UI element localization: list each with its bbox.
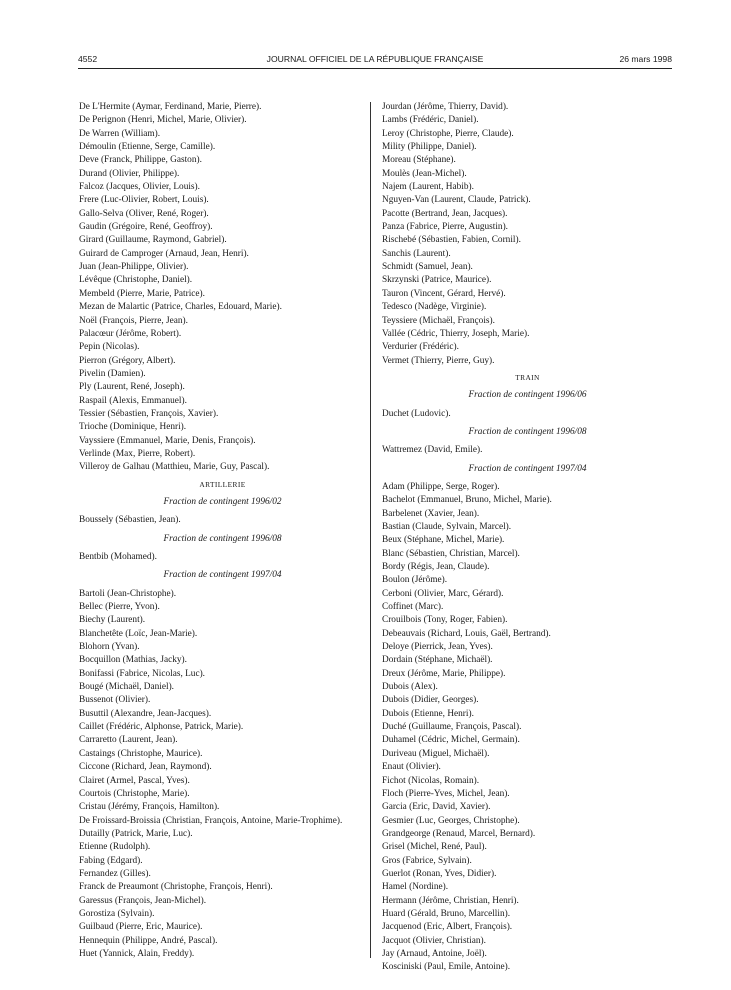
name-entry: Mezan de Malartic (Patrice, Charles, Edouard, Marie). xyxy=(79,302,282,313)
name-entry: Girard (Guillaume, Raymond, Gabriel). xyxy=(79,235,227,246)
name-entry: Teyssiere (Michaël, François). xyxy=(382,315,495,326)
name-entry: Jacquenod (Eric, Albert, François). xyxy=(382,922,513,933)
journal-title: JOURNAL OFFICIEL DE LA RÉPUBLIQUE FRANÇAISE xyxy=(266,54,484,64)
name-entry: Guirard de Camproger (Arnaud, Jean, Henri). xyxy=(79,248,249,259)
name-entry: Lambs (Frédéric, Daniel). xyxy=(382,115,479,126)
name-entry: Leroy (Christophe, Pierre, Claude). xyxy=(382,128,514,139)
name-entry: Tessier (Sébastien, François, Xavier). xyxy=(79,408,219,419)
name-entry: De Warren (William). xyxy=(79,128,161,139)
name-entry: Bougé (Michaël, Daniel). xyxy=(79,682,175,693)
name-entry: Bocquillon (Mathias, Jacky). xyxy=(79,655,187,666)
name-entry: De L'Hermite (Aymar, Ferdinand, Marie, Pierre). xyxy=(79,102,262,112)
name-entry: Barbelenet (Xavier, Jean). xyxy=(382,508,480,519)
name-entry: Tauron (Vincent, Gérard, Hervé). xyxy=(382,288,506,299)
name-entry: Panza (Fabrice, Pierre, Augustin). xyxy=(382,222,508,233)
name-entry: Bartoli (Jean-Christophe). xyxy=(79,588,177,599)
name-entry: Hermann (Jérôme, Christian, Henri). xyxy=(382,895,519,906)
name-entry: Bastian (Claude, Sylvain, Marcel). xyxy=(382,521,512,532)
name-entry: Coffinet (Marc). xyxy=(382,602,444,613)
name-entry: Carraretto (Laurent, Jean). xyxy=(79,735,178,746)
fraction-heading: Fraction de contingent 1996/08 xyxy=(468,426,587,437)
name-entry: Mility (Philippe, Daniel). xyxy=(382,142,477,153)
name-entry: Gallo-Selva (Oliver, René, Roger). xyxy=(79,208,209,219)
name-entry: Adam (Philippe, Serge, Roger). xyxy=(382,481,500,492)
name-entry: Jacquot (Olivier, Christian). xyxy=(382,935,486,946)
name-entry: Dubois (Alex). xyxy=(382,682,438,693)
name-entry: Dutailly (Patrick, Marie, Luc). xyxy=(79,828,193,839)
name-entry: Boussely (Sébastien, Jean). xyxy=(79,515,181,526)
column-separator xyxy=(370,102,371,958)
name-entry: Blanc (Sébastien, Christian, Marcel). xyxy=(382,548,520,559)
name-entry: Dreux (Jérôme, Marie, Philippe). xyxy=(382,668,506,679)
name-list xyxy=(382,408,673,421)
name-entry: Démoulin (Etienne, Serge, Camille). xyxy=(79,142,216,153)
name-entry: Duriveau (Miguel, Michaël). xyxy=(382,748,490,759)
name-list xyxy=(382,444,673,457)
name-entry: Raspail (Alexis, Emmanuel). xyxy=(79,395,187,406)
name-entry: Floch (Pierre-Yves, Michel, Jean). xyxy=(382,788,510,799)
header-rule xyxy=(78,68,672,69)
name-list xyxy=(79,101,366,475)
right-column xyxy=(382,101,673,975)
name-entry: Frere (Luc-Olivier, Robert, Louis). xyxy=(79,195,209,206)
name-entry: Pepin (Nicolas). xyxy=(79,342,140,353)
name-entry: Nguyen-Van (Laurent, Claude, Patrick). xyxy=(382,195,531,206)
name-entry: Dordain (Stéphane, Michaël). xyxy=(382,655,493,666)
name-entry: Gorostiza (Sylvain). xyxy=(79,908,155,919)
name-entry: Blohorn (Yvan). xyxy=(79,642,140,653)
name-entry: Vallée (Cédric, Thierry, Joseph, Marie). xyxy=(382,328,530,339)
name-entry: Crouilbois (Tony, Roger, Fabien). xyxy=(382,615,508,626)
name-entry: Castaings (Christophe, Maurice). xyxy=(79,748,203,759)
name-entry: Deloye (Pierrick, Jean, Yves). xyxy=(382,642,493,653)
name-entry: Bordy (Régis, Jean, Claude). xyxy=(382,562,490,572)
name-entry: Duchet (Ludovic). xyxy=(382,408,451,419)
name-entry: Gesmier (Luc, Georges, Christophe). xyxy=(382,815,520,826)
name-list xyxy=(382,101,673,368)
name-entry: Fichot (Nicolas, Romain). xyxy=(382,775,480,786)
name-entry: Dubois (Didier, Georges). xyxy=(382,695,479,706)
name-entry: De Perignon (Henri, Michel, Marie, Olivier). xyxy=(79,115,247,126)
section-heading-artillerie: ARTILLERIE xyxy=(199,479,246,489)
name-entry: Huard (Gérald, Bruno, Marcellin). xyxy=(382,908,511,919)
name-entry: Villeroy de Galhau (Matthieu, Marie, Guy, Pascal). xyxy=(79,462,270,473)
name-entry: Jay (Arnaud, Antoine, Joël). xyxy=(382,948,487,959)
name-entry: Rischebé (Sébastien, Fabien, Cornil). xyxy=(382,235,521,246)
name-entry: Dubois (Etienne, Henri). xyxy=(382,708,474,719)
name-entry: Durand (Olivier, Philippe). xyxy=(79,168,180,179)
name-entry: Grandgeorge (Renaud, Marcel, Bernard). xyxy=(382,828,536,839)
fraction-heading: Fraction de contingent 1996/06 xyxy=(468,390,587,401)
name-entry: Wattremez (David, Emile). xyxy=(382,445,483,456)
name-entry: Hamel (Nordine). xyxy=(382,882,449,893)
name-list xyxy=(382,481,673,975)
name-entry: Guerlot (Ronan, Yves, Didier). xyxy=(382,868,497,879)
name-entry: Beux (Stéphane, Michel, Marie). xyxy=(382,535,505,546)
name-entry: Clairet (Armel, Pascal, Yves). xyxy=(79,775,190,786)
name-entry: Moreau (Stéphane). xyxy=(382,155,456,166)
name-list xyxy=(79,588,366,815)
name-entry: De Froissard-Broissia (Christian, François, Antoine, Marie-Trophime). xyxy=(79,815,343,826)
fraction-heading: Fraction de contingent 1997/04 xyxy=(468,463,587,474)
name-entry: Duché (Guillaume, François, Pascal). xyxy=(382,722,522,733)
name-entry: Skrzynski (Patrice, Maurice). xyxy=(382,275,492,286)
name-entry: Kosciniski (Paul, Emile, Antoine). xyxy=(382,962,511,973)
name-entry: Guilbaud (Pierre, Eric, Maurice). xyxy=(79,922,203,933)
name-entry: Bachelot (Emmanuel, Bruno, Michel, Marie). xyxy=(382,495,552,506)
section-heading-train: TRAIN xyxy=(515,372,540,382)
name-entry: Enaut (Olivier). xyxy=(382,762,441,773)
name-entry: Deve (Franck, Philippe, Gaston). xyxy=(79,155,202,166)
name-entry: Verdurier (Frédéric). xyxy=(382,342,459,353)
name-entry: Etienne (Rudolph). xyxy=(79,842,151,853)
name-entry: Garcia (Eric, David, Xavier). xyxy=(382,802,491,813)
name-entry: Caillet (Frédéric, Alphonse, Patrick, Marie). xyxy=(79,722,244,733)
name-entry: Schmidt (Samuel, Jean). xyxy=(382,262,473,273)
name-entry: Vermet (Thierry, Pierre, Guy). xyxy=(382,355,495,366)
name-entry: Boulon (Jérôme). xyxy=(382,575,448,586)
name-entry: Palacœur (Jérôme, Robert). xyxy=(79,328,182,339)
name-list xyxy=(79,828,366,961)
name-entry: Fernandez (Gilles). xyxy=(79,868,151,879)
name-entry: Vayssiere (Emmanuel, Marie, Denis, François). xyxy=(79,435,256,446)
fraction-heading: Fraction de contingent 1996/08 xyxy=(163,533,282,544)
name-entry: Tedesco (Nadège, Virginie). xyxy=(382,302,487,313)
name-entry: Huet (Yannick, Alain, Freddy). xyxy=(79,948,195,959)
page-header xyxy=(78,54,672,68)
name-entry: Biechy (Laurent). xyxy=(79,615,146,626)
name-entry: Cristau (Jérémy, François, Hamilton). xyxy=(79,802,220,813)
name-entry: Jourdan (Jérôme, Thierry, David). xyxy=(382,102,509,112)
name-entry: Debeauvais (Richard, Louis, Gaël, Bertrand). xyxy=(382,628,551,639)
name-entry: Juan (Jean-Philippe, Olivier). xyxy=(79,262,189,273)
name-entry: Blanchetête (Loïc, Jean-Marie). xyxy=(79,628,198,639)
name-entry: Verlinde (Max, Pierre, Robert). xyxy=(79,448,196,459)
name-entry: Pierron (Grégory, Albert). xyxy=(79,355,176,366)
name-entry: Trioche (Dominique, Henri). xyxy=(79,422,187,433)
name-entry: Lévêque (Christophe, Daniel). xyxy=(79,275,193,286)
name-entry: Garessus (François, Jean-Michel). xyxy=(79,895,207,906)
name-entry: Membeld (Pierre, Marie, Patrice). xyxy=(79,288,205,299)
name-entry: Busuttil (Alexandre, Jean-Jacques). xyxy=(79,708,212,719)
name-entry: Bonifassi (Fabrice, Nicolas, Luc). xyxy=(79,668,205,679)
name-entry: Grisel (Michel, René, Paul). xyxy=(382,842,487,853)
name-entry: Franck de Preaumont (Christophe, François, Henri). xyxy=(79,882,273,893)
name-entry: Fabing (Edgard). xyxy=(79,855,143,866)
name-entry: Cerboni (Olivier, Marc, Gérard). xyxy=(382,588,504,599)
fraction-heading: Fraction de contingent 1996/02 xyxy=(163,496,282,507)
name-entry: Najem (Laurent, Habib). xyxy=(382,182,474,193)
name-entry: Pacotte (Bertrand, Jean, Jacques). xyxy=(382,208,508,219)
name-entry: Pivelin (Damien). xyxy=(79,368,146,379)
name-entry: Bentbib (Mohamed). xyxy=(79,552,157,562)
name-entry: Hennequin (Philippe, André, Pascal). xyxy=(79,935,218,946)
left-column xyxy=(79,101,366,961)
name-entry: Gaudin (Grégoire, René, Geoffroy). xyxy=(79,222,213,233)
name-list xyxy=(79,514,366,527)
name-entry: Ply (Laurent, René, Joseph). xyxy=(79,382,185,393)
name-entry: Duhamel (Cédric, Michel, Germain). xyxy=(382,735,520,746)
name-entry: Moulès (Jean-Michel). xyxy=(382,168,467,179)
name-entry: Ciccone (Richard, Jean, Raymond). xyxy=(79,762,212,773)
name-entry: Sanchis (Laurent). xyxy=(382,248,451,259)
name-entry: Falcoz (Jacques, Olivier, Louis). xyxy=(79,182,200,193)
name-entry: Bellec (Pierre, Yvon). xyxy=(79,602,160,613)
publication-date: 26 mars 1998 xyxy=(619,54,672,64)
fraction-heading: Fraction de contingent 1997/04 xyxy=(163,570,282,581)
name-entry: Bussenot (Olivier). xyxy=(79,695,151,706)
name-entry: Courtois (Christophe, Marie). xyxy=(79,788,190,799)
page-number: 4552 xyxy=(78,54,98,64)
name-entry: Noël (François, Pierre, Jean). xyxy=(79,315,188,326)
name-list xyxy=(79,551,366,564)
name-entry: Gros (Fabrice, Sylvain). xyxy=(382,855,472,866)
